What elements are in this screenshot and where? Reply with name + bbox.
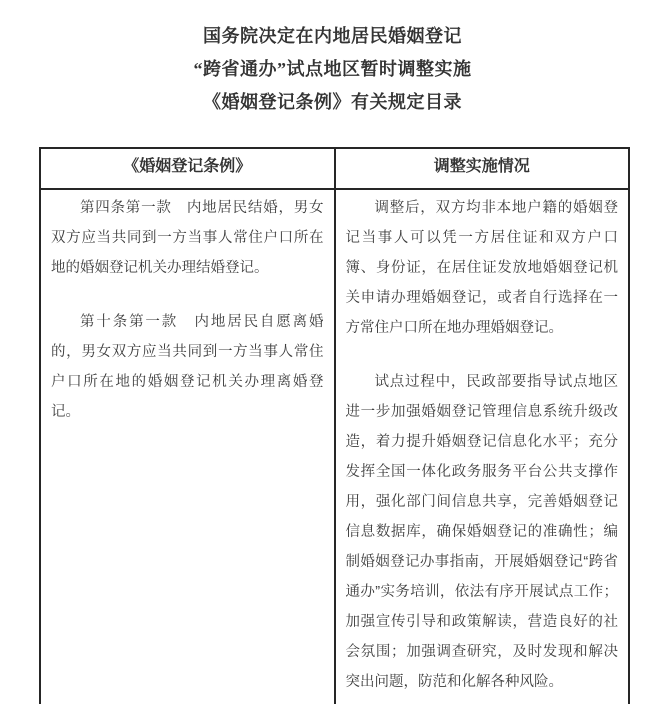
title-line-1: 国务院决定在内地居民婚姻登记	[203, 26, 462, 46]
table-header-row	[40, 148, 629, 189]
regulation-cell	[40, 189, 335, 704]
adjustment-paragraph-1: 调整后，双方均非本地户籍的婚姻登记当事人可以凭一方居住证和双方户口簿、身份证，在居住证发放地婚姻登记机关申请办理婚姻登记，或者自行选择在一方常住户口所在地办理婚姻登记。	[345, 200, 618, 336]
table-header-adjustment: 调整实施情况	[335, 148, 630, 189]
regulation-paragraph-article4: 第四条第一款 内地居民结婚，男女双方应当共同到一方当事人常住户口所在地的婚姻登记机关办理结婚登记。	[51, 200, 324, 276]
document-page	[0, 20, 665, 704]
adjustment-cell	[335, 189, 630, 704]
table-body-row	[40, 189, 629, 704]
title-line-2: “跨省通办”试点地区暂时调整实施	[193, 59, 472, 79]
document-title	[0, 20, 665, 119]
table-header-regulation: 《婚姻登记条例》	[40, 148, 335, 189]
regulation-paragraph-article10: 第十条第一款 内地居民自愿离婚的，男女双方应当共同到一方当事人常住户口所在地的婚姻登记机关办理离婚登记。	[51, 314, 324, 420]
adjustment-paragraph-2: 试点过程中，民政部要指导试点地区进一步加强婚姻登记管理信息系统升级改造，着力提升婚姻登记信息化水平；充分发挥全国一体化政务服务平台公共支撑作用，强化部门间信息共享，完善婚姻登记信息数据库，确保婚姻登记的准确性；编制婚姻登记办事指南，开展婚姻登记“跨省通办”实务培训，依法有序开展试点工作；加强宣传引导和政策解读，营造良好的社会氛围；加强调查研究，及时发现和解决突出问题，防范和化解各种风险。	[345, 374, 618, 690]
regulations-table	[39, 147, 630, 704]
title-line-3: 《婚姻登记条例》有关规定目录	[203, 92, 462, 112]
